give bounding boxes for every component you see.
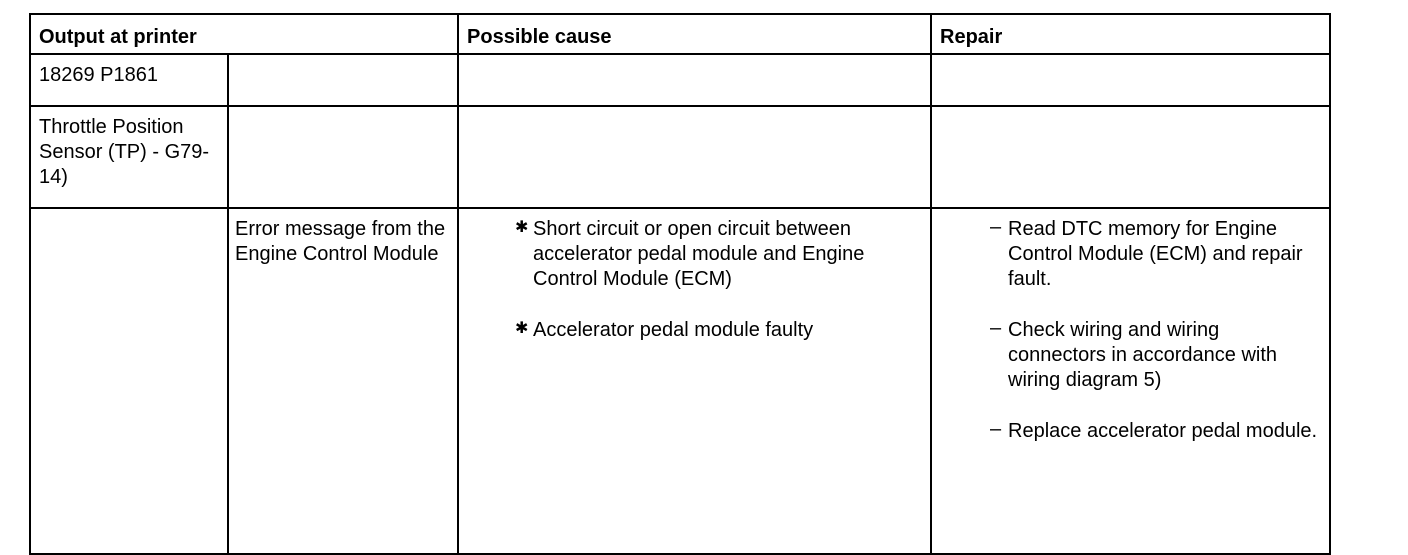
asterisk-bullet-icon: ✱ [515,219,529,236]
dash-bullet-icon: – [990,317,1002,339]
empty-cell [931,54,1330,106]
empty-cell [228,54,458,106]
asterisk-bullet-icon: ✱ [515,320,529,337]
header-possible-cause: Possible cause [458,14,931,54]
possible-cause-list [458,208,931,554]
empty-cell [228,106,458,208]
error-message-text: Error message from the Engine Control Module [228,208,458,554]
empty-cell [931,106,1330,208]
repair-list [931,208,1330,554]
table-row-name [30,106,1330,208]
cause-text: Accelerator pedal module faulty [533,319,814,341]
repair-text: Replace accelerator pedal module. [1008,420,1318,442]
cause-text: Short circuit or open circuit between accelerator pedal module and Engine Control Module (ECM) [533,218,865,290]
empty-cell [458,106,931,208]
list-item [990,217,1321,292]
repair-text: Read DTC memory for Engine Control Module (ECM) and repair fault. [1008,218,1303,290]
repair-text: Check wiring and wiring connectors in accordance with wiring diagram 5) [1008,319,1278,391]
list-item [515,318,922,343]
header-repair: Repair [931,14,1330,54]
empty-cell [458,54,931,106]
table-row-code [30,54,1330,106]
dash-bullet-icon: – [990,216,1002,238]
dtc-name: Throttle Position Sensor (TP) - G79- 14) [30,106,228,208]
table-row-detail [30,208,1330,554]
dtc-table [29,13,1331,555]
header-output-at-printer: Output at printer [30,14,458,54]
list-item [990,318,1321,393]
list-item [515,217,922,292]
dash-bullet-icon: – [990,418,1002,440]
empty-cell [30,208,228,554]
list-item [990,419,1321,444]
dtc-code: 18269 P1861 [30,54,228,106]
header-row [30,14,1330,54]
